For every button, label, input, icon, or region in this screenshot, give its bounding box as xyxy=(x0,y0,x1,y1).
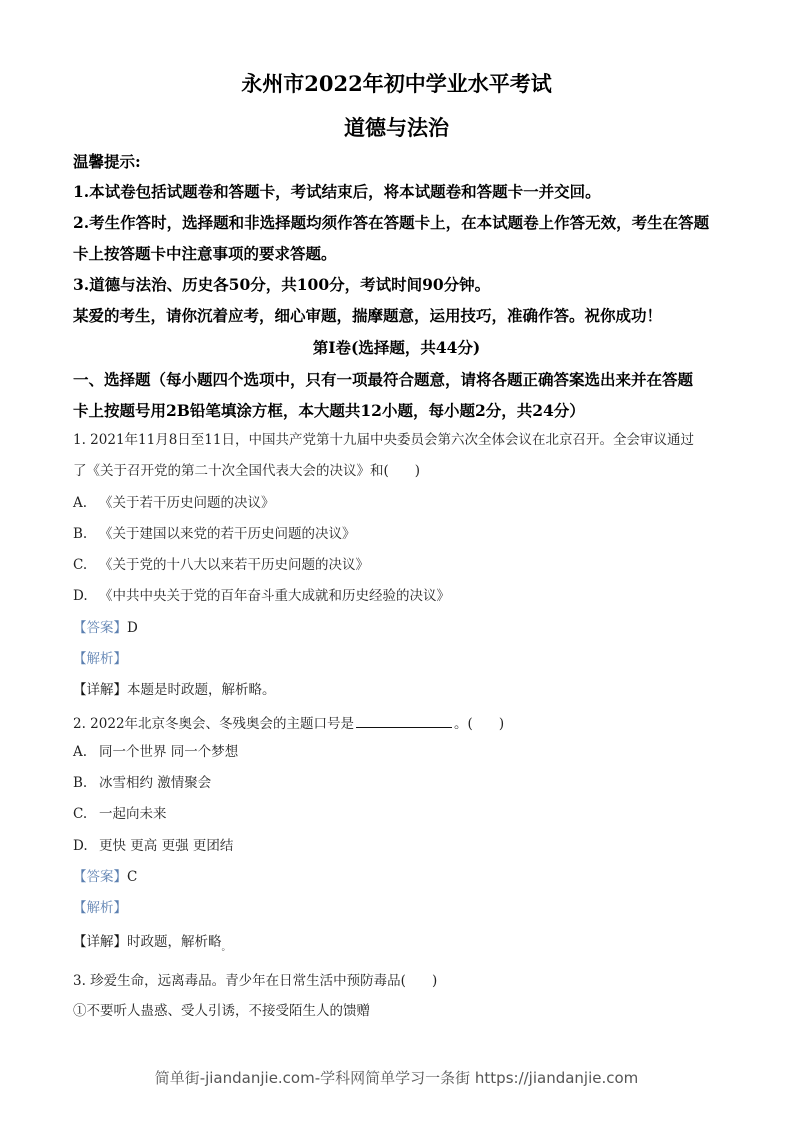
analysis-tag: 【解析】 xyxy=(73,900,127,916)
q1-option-b: B. 《关于建国以来党的若干历史问题的决议》 xyxy=(73,526,356,542)
q2-option-c: C. 一起向未来 xyxy=(73,806,167,822)
q2-option-b: B. 冰雪相约 激情聚会 xyxy=(73,775,212,791)
notice-item-2: 2.考生作答时，选择题和非选择题均须作答在答题卡上，在本试题卷上作答无效，考生在答题 xyxy=(73,213,710,232)
detail-text: 本题是时政题，解析略。 xyxy=(127,682,276,698)
q2-answer xyxy=(73,871,137,885)
q3-stem: 3. 珍爱生命，远离毒品。青少年在日常生活中预防毒品( ) xyxy=(73,973,438,989)
q2-stem: 2. 2022年北京冬奥会、冬残奥会的主题口号是 。( ) xyxy=(73,716,505,732)
exam-subject: 道德与法治 xyxy=(344,115,449,140)
q2-detail: 【详解】时政题，解析略$_。$ xyxy=(73,934,231,953)
answer-value: C xyxy=(127,869,138,885)
q1-detail xyxy=(73,684,276,698)
q1-analysis xyxy=(73,653,127,667)
detail-tag: 【详解】 xyxy=(73,682,127,698)
q3-statement-1: ①不要听人蛊惑、受人引诱，不接受陌生人的馈赠 xyxy=(73,1003,370,1019)
exam-title: 永州市2022年初中学业水平考试 xyxy=(241,71,552,96)
answer-tag: 【答案】 xyxy=(73,869,127,885)
q1-stem-text: 了《关于召开党的第二十次全国代表大会的决议》和( xyxy=(73,463,389,479)
q1-paren-close: ) xyxy=(414,463,421,479)
q1-option-c: C. 《关于党的十八大以来若干历史问题的决议》 xyxy=(73,557,369,573)
q2-option-a: A. 同一个世界 同一个梦想 xyxy=(73,744,239,760)
section-instruction-2: 卡上按题号用2B铅笔填涂方框，本大题共12小题，每小题2分，共24分） xyxy=(73,401,585,420)
notice-item-3: 3.道德与法治、历史各50分，共100分，考试时间90分钟。 xyxy=(73,275,491,294)
q1-option-d: D. 《中共中央关于党的百年奋斗重大成就和历史经验的决议》 xyxy=(73,588,450,604)
detail-tag: 【详解】 xyxy=(73,934,127,950)
notice-heading: 温馨提示: xyxy=(73,152,141,171)
notice-item-1: 1.本试卷包括试题卷和答题卡，考试结束后，将本试题卷和答题卡一并交回。 xyxy=(73,182,601,201)
footer-watermark: 简单街-jiandanjie.com-学科网简单学习一条街 https://jiandanjie.com xyxy=(154,1069,639,1087)
q2-analysis xyxy=(73,902,127,916)
q2-option-d: D. 更快 更高 更强 更团结 xyxy=(73,838,234,854)
q1-stem-line2 xyxy=(73,465,420,479)
answer-tag: 【答案】 xyxy=(73,620,127,636)
notice-encouragement: 某爱的考生，请你沉着应考，细心审题，揣摩题意，运用技巧，准确作答。祝你成功！ xyxy=(73,306,663,325)
notice-item-2-cont: 卡上按答题卡中注意事项的要求答题。 xyxy=(73,244,337,263)
detail-text: 时政题，解析略 xyxy=(127,934,222,950)
answer-value: D xyxy=(127,620,138,636)
q1-answer xyxy=(73,622,138,636)
q1-option-a: A. 《关于若干历史问题的决议》 xyxy=(73,495,275,511)
analysis-tag: 【解析】 xyxy=(73,651,127,667)
section-title: 第Ⅰ卷(选择题，共44分) xyxy=(312,338,481,357)
q1-stem-line1: 1. 2021年11月8日至11日，中国共产党第十九届中央委员会第六次全体会议在北京召开。全会审议通过 xyxy=(73,432,694,448)
section-instruction-1: 一、选择题（每小题四个选项中，只有一项最符合题意，请将各题正确答案选出来并在答题 xyxy=(73,370,694,389)
fill-blank xyxy=(356,714,452,728)
